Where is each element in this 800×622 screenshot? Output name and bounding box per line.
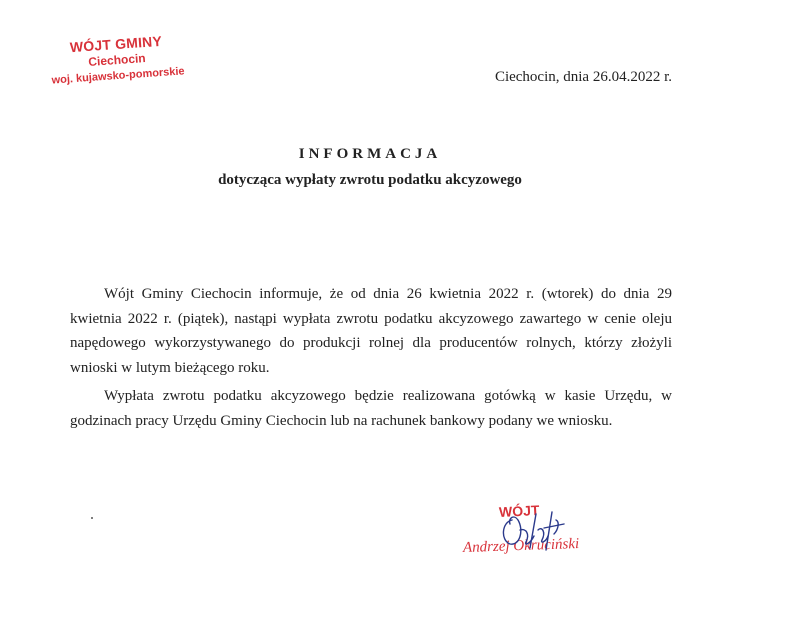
document-body — [70, 282, 672, 433]
stamp-line-office: WÓJT GMINY — [69, 32, 163, 56]
signature-stamp-title: WÓJT — [498, 501, 540, 521]
office-stamp — [41, 31, 194, 89]
stamp-line-municipality: Ciechocin — [87, 51, 147, 69]
scan-speck — [91, 517, 93, 519]
body-paragraph: Wójt Gminy Ciechocin informuje, że od dnia 26 kwietnia 2022 r. (wtorek) do dnia 29 kwietnia 2022 r. (piątek), nastąpi wypłata zwrotu podatku akcyzowego zawartego w cenie oleju napędowego wykorzystywanego do produkcji rolnej dla producentów rolnych, którzy złożyli wnioski w lutym bieżącego roku. — [70, 286, 672, 376]
document-subtitle: dotycząca wypłaty zwrotu podatku akcyzowego — [218, 172, 522, 188]
document-title: INFORMACJA — [298, 146, 442, 162]
handwritten-signature — [490, 500, 580, 555]
document-date: Ciechocin, dnia 26.04.2022 r. — [494, 69, 672, 85]
body-paragraph: Wypłata zwrotu podatku akcyzowego będzie realizowana gotówką w kasie Urzędu, w godzinach pracy Urzędu Gminy Ciechocin lub na rachunek bankowy podany we wniosku. — [70, 388, 672, 429]
signature-stamp-name: Andrzej Okruciński — [462, 535, 580, 557]
stamp-line-voivodeship: woj. kujawsko-pomorskie — [51, 65, 185, 87]
